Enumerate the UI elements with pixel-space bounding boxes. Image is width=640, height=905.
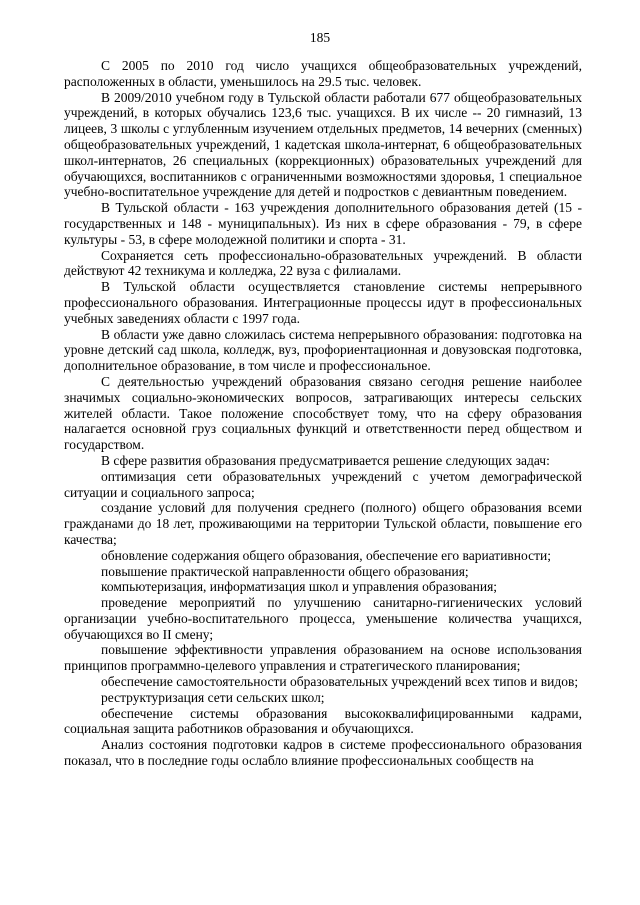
- paragraph: В 2009/2010 учебном году в Тульской области работали 677 общеобразовательных учреждений, в которых обучались 123,6 тыс. учащихся. В их числе -- 20 гимназий, 13 лицеев, 3 школы с углубленным изучением отдельных предметов, 14 вечерних (сменных) общеобразовательных учреждений, 1 кадетская школа-интернат, 6 общеобразовательных школ-интернатов, 26 специальных (коррекционных) образовательных учреждений для обучающихся, воспитанников с ограниченными возможностями здоровья, 1 специальное учебно-воспитательное учреждение для детей и подростков с девиантным поведением.: [64, 89, 582, 200]
- list-item: обеспечение самостоятельности образовательных учреждений всех типов и видов;: [101, 674, 579, 690]
- list-item: реструктуризация сети сельских школ;: [101, 689, 325, 705]
- list-item: повышение эффективности управления образованием на основе использования принципов программно-целевого управления и стратегического планирования;: [64, 642, 582, 674]
- list-item: обновление содержания общего образования, обеспечение его вариативности;: [101, 547, 551, 563]
- paragraph: В области уже давно сложилась система непрерывного образования: подготовка на уровне детский сад школа, колледж, вуз, профориентационная и довузовская подготовка, дополнительное образование, в том числе и профессиональное.: [64, 326, 582, 374]
- paragraph: Анализ состояния подготовки кадров в системе профессионального образования показал, что в последние годы ослабло влияние профессиональных сообществ на: [64, 737, 582, 769]
- list-item: проведение мероприятий по улучшению санитарно-гигиенических условий организации учебно-воспитательного процесса, уменьшение количества учащихся, обучающихся во II смену;: [64, 595, 582, 642]
- paragraph: В Тульской области - 163 учреждения дополнительного образования детей (15 - государственных и 148 - муниципальных). Из них в сфере образования - 79, в сфере культуры - 53, в сфере молодежной политики и спорта - 31.: [64, 200, 582, 247]
- body-text: [64, 58, 582, 769]
- paragraph: С 2005 по 2010 год число учащихся общеобразовательных учреждений, расположенных в области, уменьшилось на 29.5 тыс. человек.: [64, 58, 582, 89]
- paragraph: В сфере развития образования предусматривается решение следующих задач:: [101, 452, 550, 468]
- list-item: обеспечение системы образования высококвалифицированными кадрами, социальная защита работников образования и обучающихся.: [64, 705, 582, 737]
- list-item: оптимизация сети образовательных учреждений с учетом демографической ситуации и социального запроса;: [64, 468, 582, 500]
- list-item: создание условий для получения среднего (полного) общего образования всеми гражданами до 18 лет, проживающими на территории Тульской области, повышение его качества;: [64, 500, 582, 547]
- list-item: компьютеризация, информатизация школ и управления образования;: [101, 579, 498, 595]
- paragraph: В Тульской области осуществляется становление системы непрерывного профессионального образования. Интеграционные процессы идут в профессиональных учебных заведениях области с 1997 года.: [64, 279, 582, 326]
- paragraph: С деятельностью учреждений образования связано сегодня решение наиболее значимых социально-экономических вопросов, затрагивающих интересы сельских жителей области. Такое положение способствует тому, что на сферу образования налагается основной груз социальных функций и ответственности перед обществом и государством.: [64, 373, 582, 453]
- page-number: 185: [309, 30, 331, 45]
- list-item: повышение практической направленности общего образования;: [101, 563, 469, 579]
- paragraph: Сохраняется сеть профессионально-образовательных учреждений. В области действуют 42 техникума и колледжа, 22 вуза с филиалами.: [64, 247, 582, 279]
